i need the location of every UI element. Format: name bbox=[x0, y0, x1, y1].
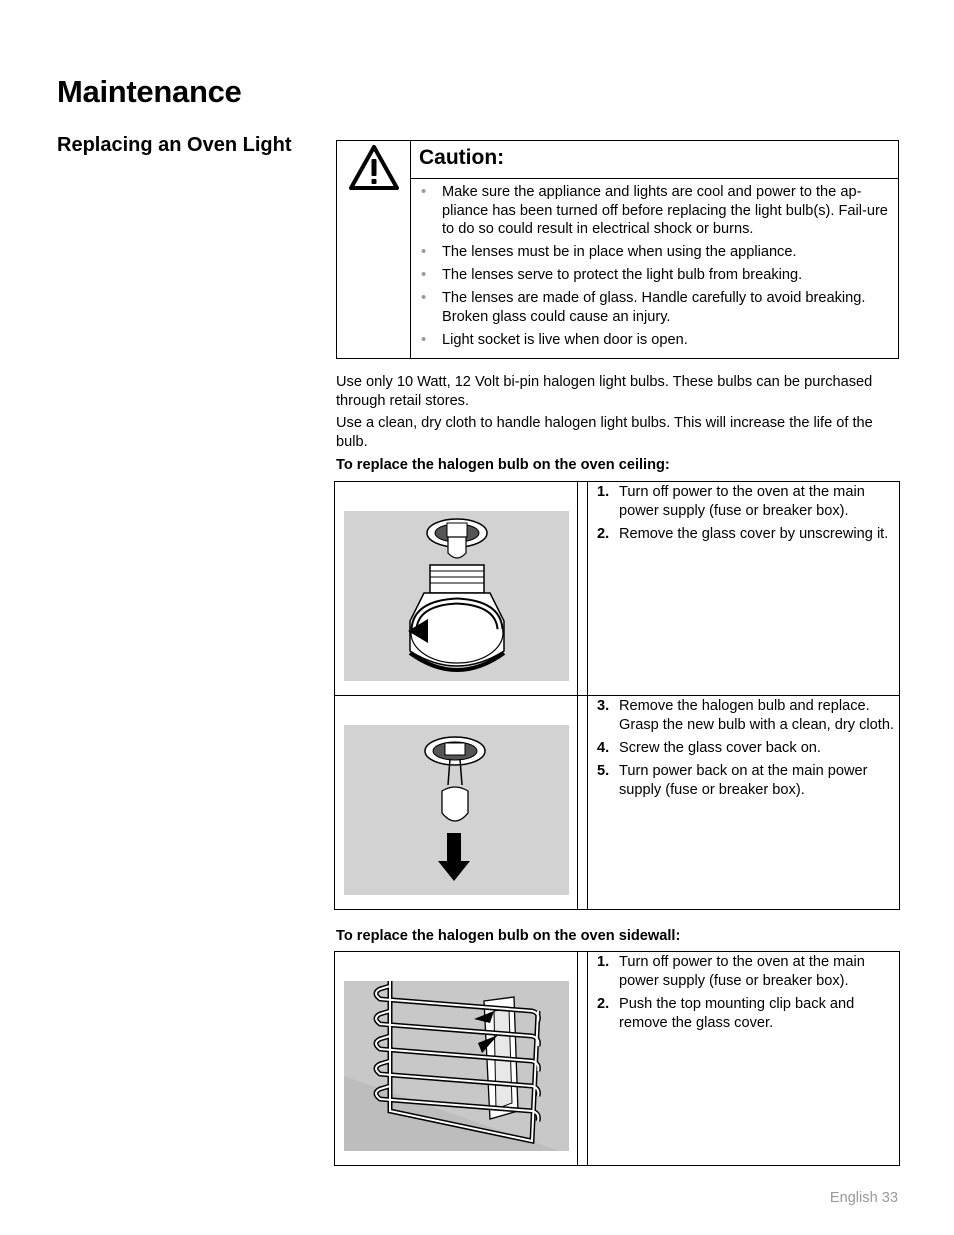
step-item bbox=[597, 525, 895, 544]
step-number: 4. bbox=[597, 740, 610, 756]
step-text: Turn off power to the oven at the main power supply (fuse or breaker box). bbox=[619, 954, 865, 989]
page-title: Maintenance bbox=[57, 74, 242, 109]
sidewall-heading: To replace the halogen bulb on the oven sidewall: bbox=[336, 928, 681, 944]
steps-list bbox=[597, 953, 895, 1037]
caution-list bbox=[411, 179, 898, 354]
page-footer: English 33 bbox=[829, 1190, 898, 1206]
sidewall-steps-table bbox=[334, 951, 900, 1166]
sidewall-rack-glass-cover-illustration bbox=[344, 981, 569, 1151]
illustration-cell bbox=[335, 952, 578, 1165]
step-number: 2. bbox=[597, 996, 610, 1012]
illustration-cell bbox=[335, 482, 578, 695]
caution-item: • The lenses are made of glass. Handle carefully to avoid breaking. Broken glass could cause an injury. bbox=[419, 289, 890, 326]
caution-item: • Make sure the appliance and lights are cool and power to the ap-pliance has been turned off before replacing the light bulb(s). Fail-ure to do so could result in electrical shock or burns. bbox=[419, 183, 890, 239]
step-item bbox=[597, 483, 895, 521]
step-number: 5. bbox=[597, 763, 610, 779]
step-row bbox=[335, 696, 899, 909]
step-text: Turn power back on at the main power supply (fuse or breaker box). bbox=[619, 763, 868, 798]
ceiling-heading: To replace the halogen bulb on the oven ceiling: bbox=[336, 457, 670, 473]
pull-halogen-bulb-illustration bbox=[344, 725, 569, 895]
steps-list bbox=[597, 483, 895, 548]
handling-paragraph: Use a clean, dry cloth to handle halogen light bulbs. This will increase the life of the bulb. bbox=[336, 415, 873, 450]
step-number: 1. bbox=[597, 954, 610, 970]
step-item bbox=[597, 762, 895, 800]
illustration-cell bbox=[335, 696, 578, 909]
caution-heading: Caution: bbox=[419, 146, 505, 169]
step-text: Screw the glass cover back on. bbox=[619, 740, 821, 756]
caution-item: • The lenses must be in place when using the appliance. bbox=[419, 243, 890, 262]
warning-triangle-icon bbox=[348, 143, 400, 191]
caution-header bbox=[411, 141, 898, 179]
step-number: 2. bbox=[597, 526, 610, 542]
step-item bbox=[597, 697, 895, 735]
caution-item: • Light socket is live when door is open. bbox=[419, 331, 890, 350]
step-row bbox=[335, 482, 899, 696]
caution-box bbox=[336, 140, 899, 359]
unscrew-glass-cover-illustration bbox=[344, 511, 569, 681]
step-text: Turn off power to the oven at the main power supply (fuse or breaker box). bbox=[619, 484, 865, 519]
step-text: Push the top mounting clip back and remove the glass cover. bbox=[619, 996, 855, 1031]
steps-list bbox=[597, 697, 895, 804]
step-number: 3. bbox=[597, 698, 610, 714]
step-text: Remove the glass cover by unscrewing it. bbox=[619, 526, 889, 542]
bulb-type-paragraph: Use only 10 Watt, 12 Volt bi-pin halogen light bulbs. These bulbs can be purchased through retail stores. bbox=[336, 374, 873, 409]
step-row bbox=[335, 952, 899, 1165]
column-separator bbox=[578, 482, 588, 695]
ceiling-steps-table bbox=[334, 481, 900, 910]
column-separator bbox=[578, 696, 588, 909]
warning-icon-cell bbox=[337, 141, 411, 358]
step-item bbox=[597, 739, 895, 758]
step-number: 1. bbox=[597, 484, 610, 500]
caution-item: • The lenses serve to protect the light bulb from breaking. bbox=[419, 266, 890, 285]
column-separator bbox=[578, 952, 588, 1165]
step-item bbox=[597, 953, 895, 991]
section-title: Replacing an Oven Light bbox=[57, 134, 292, 156]
step-text: Remove the halogen bulb and replace. Grasp the new bulb with a clean, dry cloth. bbox=[619, 698, 894, 733]
step-item bbox=[597, 995, 895, 1033]
